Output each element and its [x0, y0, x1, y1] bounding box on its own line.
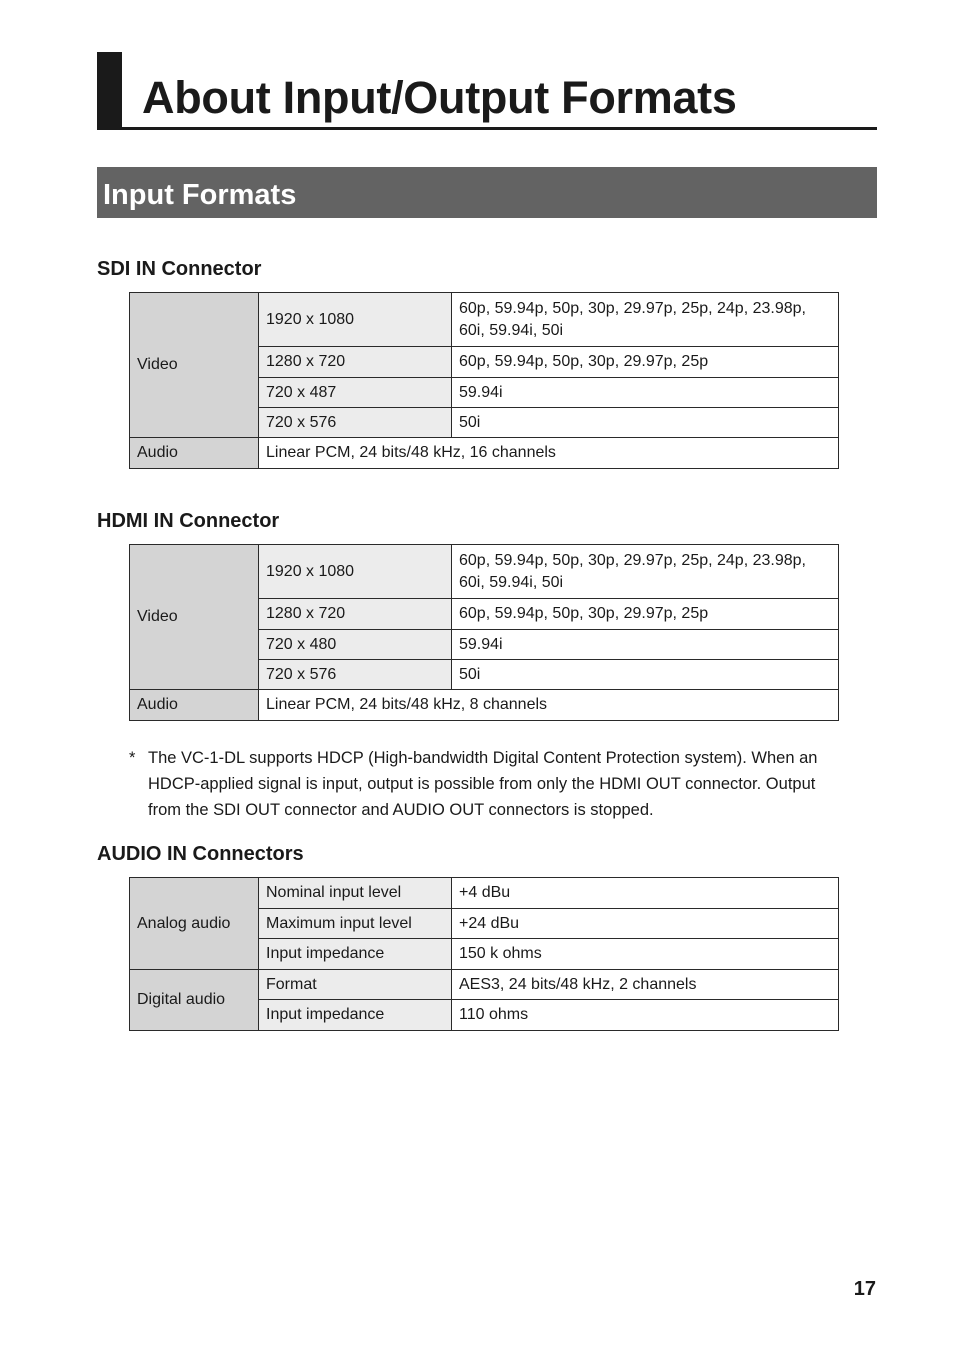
hdmi-audio-label: Audio: [130, 690, 259, 721]
rates-cell: 59.94i: [452, 378, 839, 408]
analog-audio-label: Analog audio: [130, 878, 259, 970]
hdmi-heading: HDMI IN Connector: [97, 510, 280, 532]
table-row: [130, 293, 839, 347]
hdcp-note: [129, 745, 849, 823]
note-asterisk: *: [129, 749, 136, 767]
param-cell: Input impedance: [259, 939, 452, 970]
resolution-cell: 1280 x 720: [259, 599, 452, 630]
param-cell: Input impedance: [259, 1000, 452, 1031]
param-cell: Nominal input level: [259, 878, 452, 909]
section-banner: [97, 167, 877, 218]
note-text: The VC-1-DL supports HDCP (High-bandwidth Digital Content Protection system). When an HDCP-applied signal is input, output is possible from only the HDMI OUT connector. Output from the SDI OUT connector and AUDIO OUT connectors is stopped.: [148, 749, 818, 819]
value-cell: +24 dBu: [452, 909, 839, 939]
hdmi-audio-value: Linear PCM, 24 bits/48 kHz, 8 channels: [259, 690, 839, 721]
resolution-cell: 720 x 487: [259, 378, 452, 408]
resolution-cell: 720 x 576: [259, 660, 452, 690]
value-cell: 150 k ohms: [452, 939, 839, 970]
sdi-audio-label: Audio: [130, 438, 259, 469]
resolution-cell: 1920 x 1080: [259, 293, 452, 347]
table-row: [130, 438, 839, 469]
rates-cell: 60p, 59.94p, 50p, 30p, 29.97p, 25p: [452, 599, 839, 630]
sdi-table: [129, 292, 839, 469]
sdi-heading: SDI IN Connector: [97, 258, 262, 280]
audio-in-table: [129, 877, 839, 1031]
param-cell: Format: [259, 970, 452, 1000]
audio-in-heading: AUDIO IN Connectors: [97, 843, 304, 865]
hdmi-video-label: Video: [130, 545, 259, 690]
table-row: [130, 545, 839, 599]
page-title: About Input/Output Formats: [142, 72, 737, 123]
digital-audio-label: Digital audio: [130, 970, 259, 1031]
rates-cell: 59.94i: [452, 630, 839, 660]
resolution-cell: 1280 x 720: [259, 347, 452, 378]
rates-cell: 60p, 59.94p, 50p, 30p, 29.97p, 25p: [452, 347, 839, 378]
rates-cell: 60p, 59.94p, 50p, 30p, 29.97p, 25p, 24p, 23.98p, 60i, 59.94i, 50i: [452, 545, 839, 599]
sdi-audio-value: Linear PCM, 24 bits/48 kHz, 16 channels: [259, 438, 839, 469]
resolution-cell: 720 x 576: [259, 408, 452, 438]
resolution-cell: 1920 x 1080: [259, 545, 452, 599]
rates-cell: 50i: [452, 408, 839, 438]
title-accent-bar: [97, 52, 122, 129]
value-cell: +4 dBu: [452, 878, 839, 909]
table-row: [130, 878, 839, 909]
value-cell: AES3, 24 bits/48 kHz, 2 channels: [452, 970, 839, 1000]
param-cell: Maximum input level: [259, 909, 452, 939]
value-cell: 110 ohms: [452, 1000, 839, 1031]
page-number: 17: [853, 1278, 876, 1300]
title-underline: [97, 127, 877, 130]
section-title: Input Formats: [103, 179, 297, 211]
table-row: [130, 690, 839, 721]
hdmi-table: [129, 544, 839, 721]
sdi-video-label: Video: [130, 293, 259, 438]
resolution-cell: 720 x 480: [259, 630, 452, 660]
rates-cell: 50i: [452, 660, 839, 690]
table-row: [130, 970, 839, 1000]
rates-cell: 60p, 59.94p, 50p, 30p, 29.97p, 25p, 24p, 23.98p, 60i, 59.94i, 50i: [452, 293, 839, 347]
